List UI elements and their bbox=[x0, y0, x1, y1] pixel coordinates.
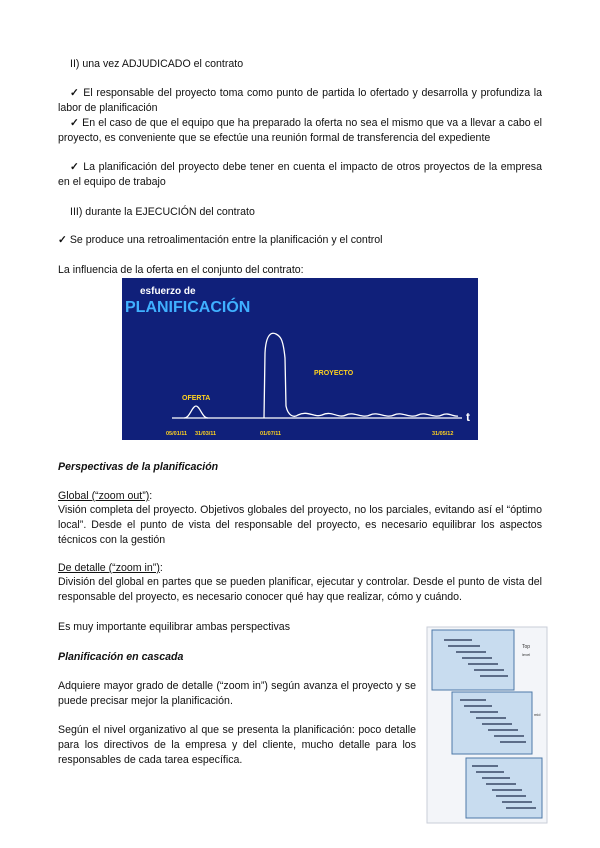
gantt-note-top: Top bbox=[522, 644, 531, 650]
planning-effort-chart bbox=[122, 278, 478, 440]
section-ii-item-3: ✓ La planificación del proyecto debe tener en cuenta el impacto de otros proyectos de la empresa en el equipo de trabajo bbox=[58, 161, 542, 188]
section-iii-item: ✓ Se produce una retroalimentación entre la planificación y el control bbox=[58, 234, 383, 246]
gantt-note-mid: mid bbox=[534, 712, 541, 717]
check-icon: ✓ bbox=[70, 117, 80, 129]
gantt-panel-mid bbox=[452, 692, 532, 754]
cascade-svg bbox=[426, 626, 548, 824]
section-ii-item-1: ✓ El responsable del proyecto toma como punto de partida lo ofertado y desarrolla y profundiza la labor de planificación bbox=[58, 87, 542, 114]
check-icon: ✓ bbox=[58, 234, 67, 246]
detail-text: División del global en partes que se pueden planificar, ejecutar y controlar. Desde el punto de vista del responsable del proyecto, es necesario conocer qué hay que realizar, cómo y cuándo. bbox=[58, 576, 542, 603]
balance-text: Es muy importante equilibrar ambas perspectivas bbox=[58, 621, 290, 633]
date-label: 31/03/11 bbox=[195, 431, 217, 437]
cascade-heading: Planificación en cascada bbox=[58, 651, 184, 663]
oferta-label: OFERTA bbox=[182, 395, 211, 402]
oferta-curve bbox=[184, 406, 208, 418]
check-icon: ✓ bbox=[70, 87, 80, 99]
global-label: Global (“zoom out”): bbox=[58, 490, 153, 502]
gantt-panel-bottom bbox=[466, 758, 542, 818]
global-text: Visión completa del proyecto. Objetivos globales del proyecto, no los parciales, evitando así el “óptimo local”. Desde el punto de vista del responsable del proyecto, es necesario equilibrar los aspectos técnicos con la gestión bbox=[58, 504, 542, 546]
proyecto-label: PROYECTO bbox=[314, 370, 354, 377]
cascade-p2: Según el nivel organizativo al que se presenta la planificación: poco detalle para los directivos de la empresa y del cliente, mucho detalle para los responsables de cada tarea específica. bbox=[58, 724, 416, 766]
chart-title-small: esfuerzo de bbox=[140, 286, 196, 297]
date-label: 31/05/12 bbox=[432, 431, 454, 437]
gantt-panel-top bbox=[432, 630, 514, 690]
section-iii-heading: III) durante la EJECUCIÓN del contrato bbox=[70, 206, 255, 218]
check-icon: ✓ bbox=[70, 161, 80, 173]
influence-intro: La influencia de la oferta en el conjunto del contrato: bbox=[58, 264, 304, 276]
gantt-note-top-2: level bbox=[522, 652, 531, 657]
date-label: 05/01/11 bbox=[166, 431, 188, 437]
detail-label: De detalle (“zoom in”): bbox=[58, 562, 163, 574]
cascade-gantt-illustration bbox=[426, 626, 548, 824]
chart-svg bbox=[122, 278, 478, 440]
perspectives-heading: Perspectivas de la planificación bbox=[58, 461, 219, 473]
section-ii-heading: II) una vez ADJUDICADO el contrato bbox=[70, 58, 244, 70]
proyecto-curve bbox=[264, 333, 458, 418]
section-ii-item-2: ✓ En el caso de que el equipo que ha preparado la oferta no sea el mismo que va a llevar a cabo el proyecto, es conveniente que se efectúe una reunión formal de transferencia del expediente bbox=[58, 117, 543, 144]
cascade-p1: Adquiere mayor grado de detalle (“zoom in”) según avanza el proyecto y se puede precisar mejor la planificación. bbox=[58, 680, 416, 707]
chart-title-big: PLANIFICACIÓN bbox=[125, 299, 251, 316]
date-label: 01/07/11 bbox=[260, 431, 282, 437]
time-axis-label: t bbox=[466, 410, 470, 424]
